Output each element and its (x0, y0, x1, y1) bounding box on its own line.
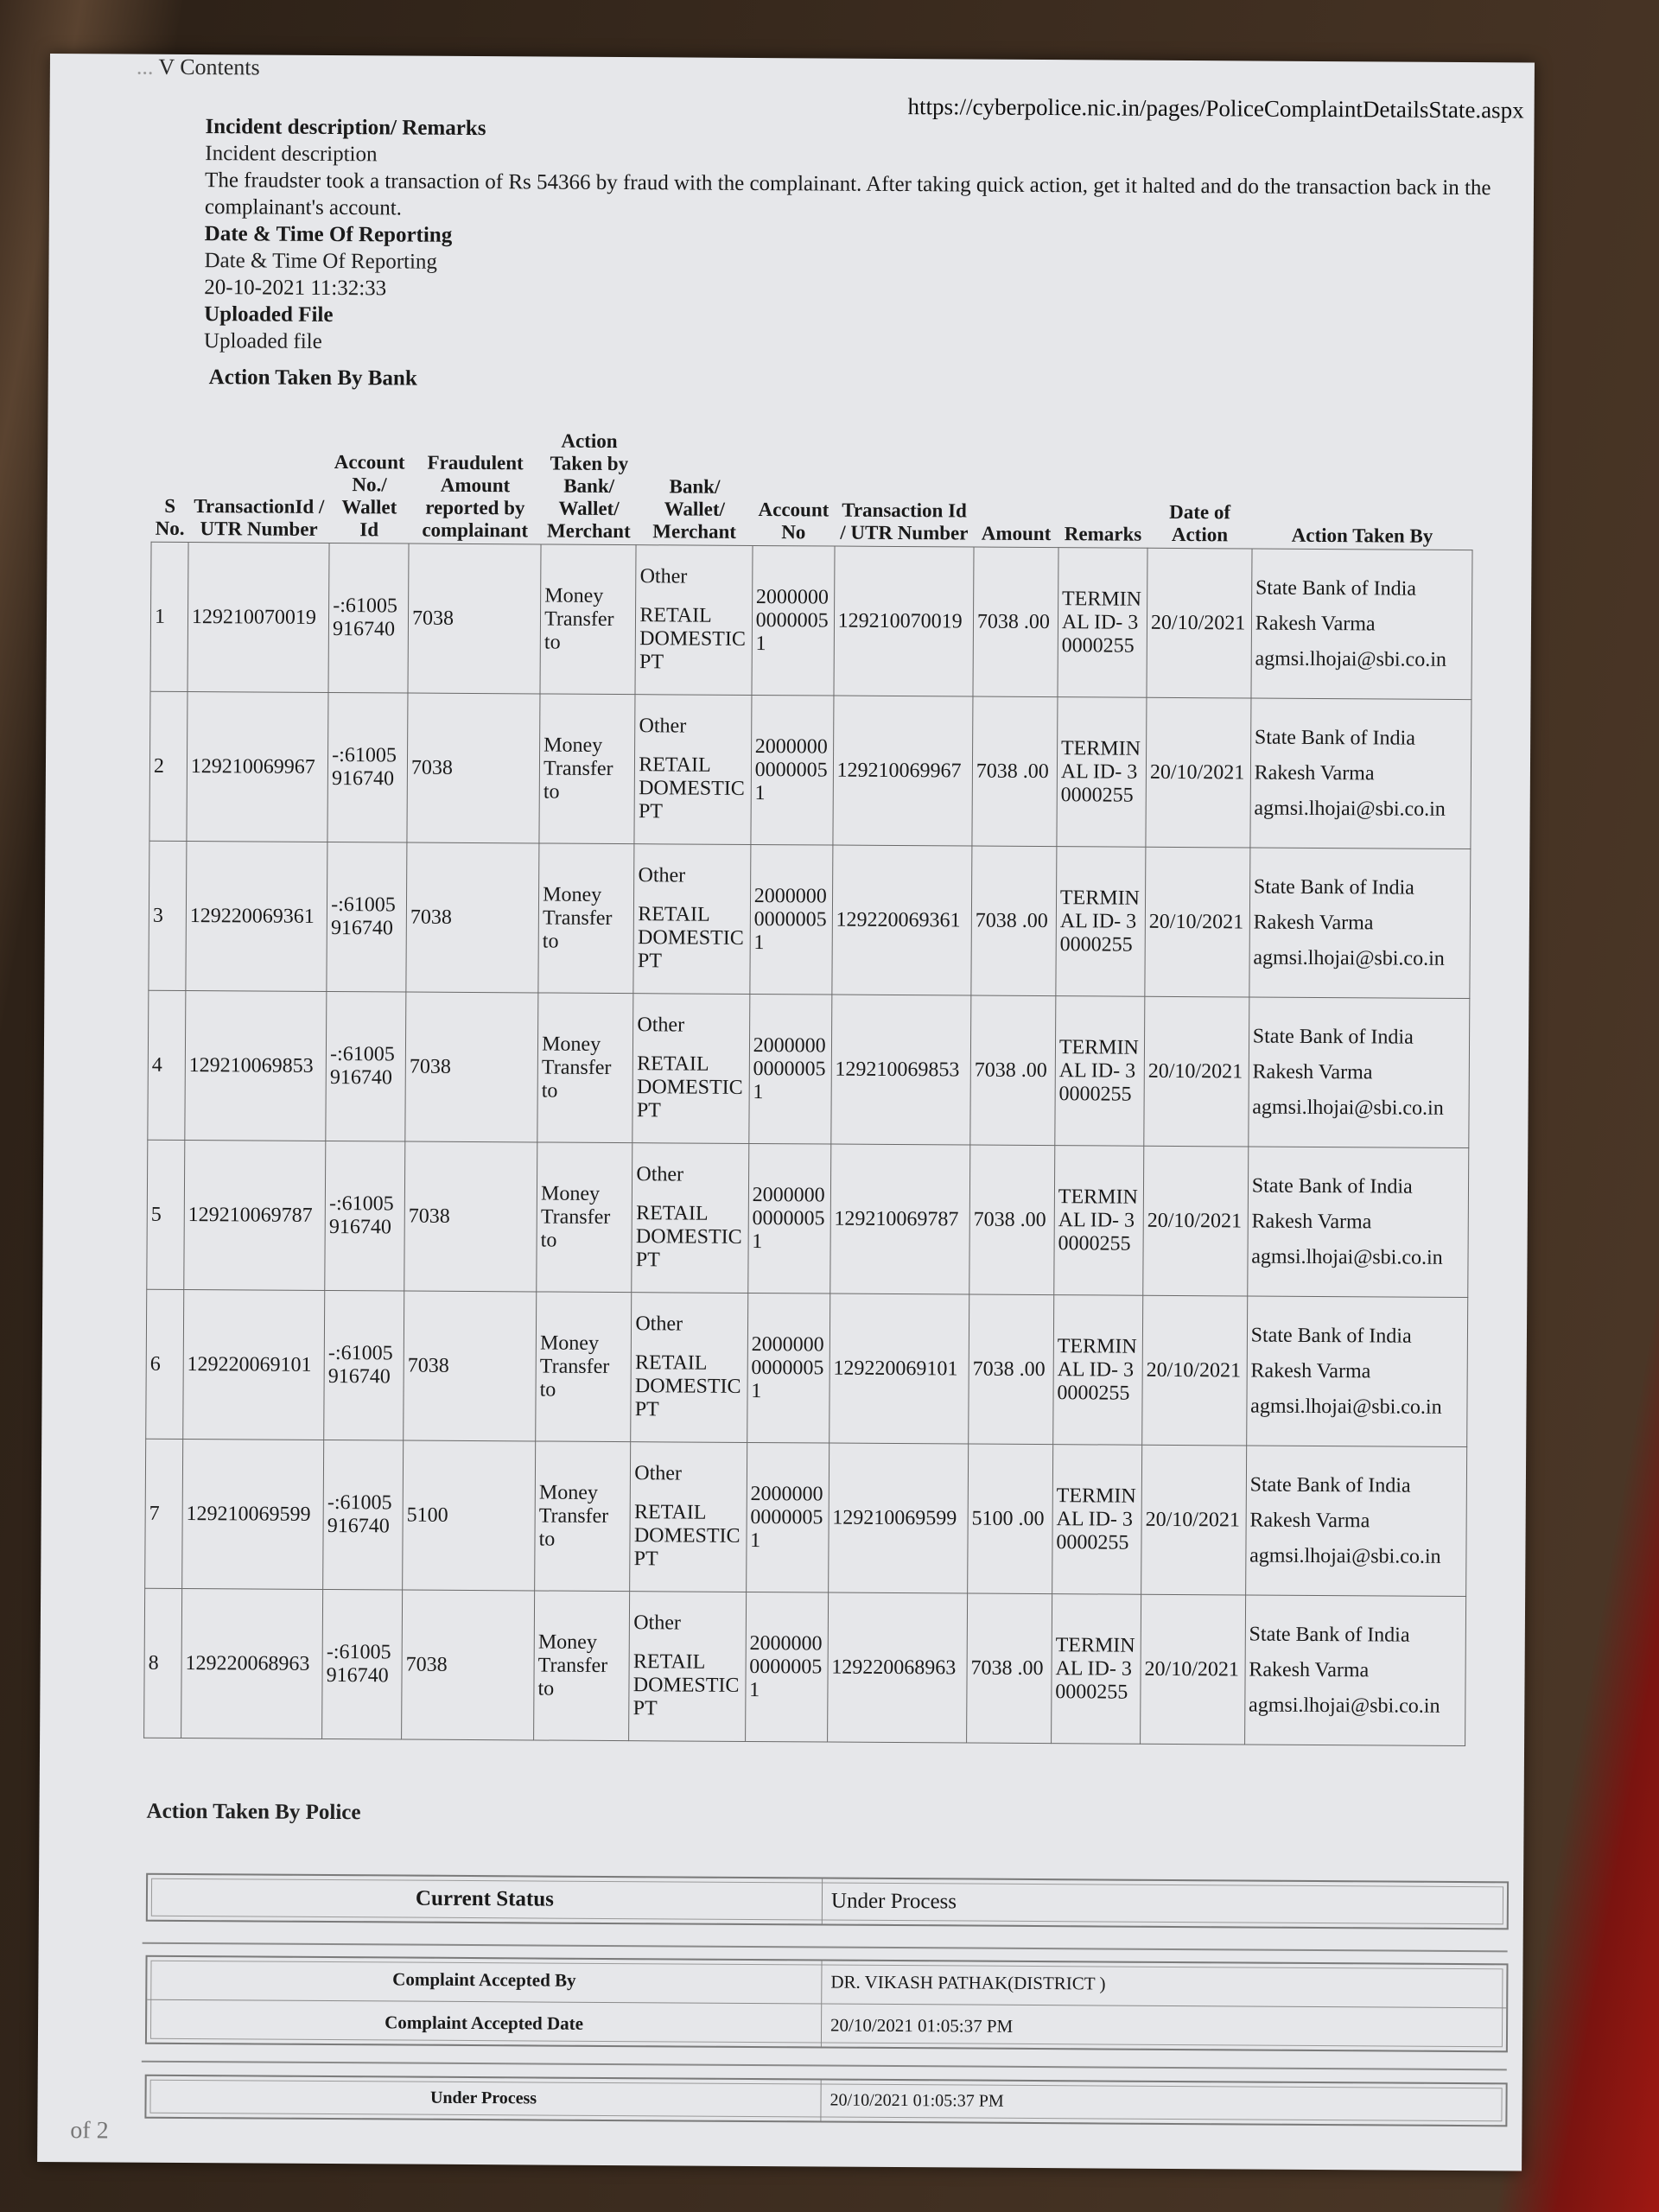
cell-transaction-id-2: 129220068963 (827, 1592, 967, 1743)
cell-fraud-amount: 7038 (406, 842, 539, 993)
cell-remarks: TERMIN AL ID- 3 0000255 (1058, 548, 1147, 698)
bank-category: Other (637, 1014, 685, 1037)
document-page (37, 54, 1535, 2171)
bank-category: Other (635, 1313, 683, 1336)
col-header: TransactionId / UTR Number (194, 495, 325, 540)
bank-category: Other (636, 1163, 684, 1186)
cell-amount: 7038 .00 (970, 995, 1056, 1146)
cell-action-taken-by (1251, 549, 1472, 700)
contents-header (137, 54, 260, 81)
cell-transaction-id-2: 129210069967 (833, 696, 973, 846)
action-by-bank: State Bank of India (1253, 875, 1414, 899)
cell-fraud-amount: 7038 (404, 1291, 537, 1441)
table-row (145, 1439, 1467, 1596)
divider (142, 2061, 1507, 2071)
bank-name: RETAIL DOMESTIC PT (635, 1202, 742, 1272)
cell-action: Money Transfer to (537, 993, 633, 1143)
table-row (147, 1140, 1469, 1297)
col-header: Remarks (1064, 523, 1142, 545)
action-by-name: Rakesh Varma (1249, 1509, 1370, 1532)
cell-amount: 7038 .00 (972, 696, 1058, 847)
cell-sno: 8 (144, 1588, 182, 1738)
bank-name: RETAIL DOMESTIC PT (634, 1351, 741, 1421)
cell-bank (631, 1293, 747, 1443)
bank-section-title: Action Taken By Bank (208, 365, 417, 391)
cell-action: Money Transfer to (535, 1441, 631, 1592)
cell-transaction-id-2: 129210069787 (830, 1144, 969, 1294)
reporting-heading: Date & Time Of Reporting (204, 222, 453, 247)
bank-action-table (143, 426, 1473, 1746)
page-url: https://cyberpolice.nic.in/pages/PoliceComplaintDetailsState.aspx (907, 93, 1524, 124)
cell-action: Money Transfer to (534, 1591, 630, 1741)
history-label: Under Process (146, 2076, 821, 2121)
uploaded-label: Uploaded file (203, 329, 322, 353)
incident-heading: Incident description/ Remarks (205, 115, 486, 141)
action-by-name: Rakesh Varma (1253, 911, 1374, 934)
cell-bank (634, 695, 751, 845)
uploaded-heading: Uploaded File (204, 302, 334, 327)
cell-transaction-id: 129220068963 (181, 1588, 322, 1738)
cell-date: 20/10/2021 (1142, 1295, 1248, 1446)
cell-account: -:61005 916740 (323, 1440, 404, 1590)
cell-transaction-id: 129210069967 (187, 691, 328, 842)
col-header: Action Taken By (1291, 524, 1433, 547)
action-by-name: Rakesh Varma (1251, 1210, 1372, 1233)
cell-sno: 7 (145, 1439, 183, 1588)
bank-category: Other (638, 864, 686, 887)
action-by-bank: State Bank of India (1251, 1174, 1413, 1198)
accepted-by-label: Complaint Accepted By (147, 1957, 822, 2004)
action-by-name: Rakesh Varma (1250, 1359, 1371, 1382)
cell-account: -:61005 916740 (327, 842, 407, 992)
cell-bank (629, 1592, 746, 1742)
cell-transaction-id: 129210069853 (185, 990, 327, 1141)
cell-remarks: TERMIN AL ID- 3 0000255 (1053, 1295, 1143, 1446)
accepted-by-value: DR. VIKASH PATHAK(DISTRICT ) (830, 1971, 1106, 1994)
police-section-title: Action Taken By Police (146, 1799, 361, 1825)
col-header: Account No./ Wallet Id (334, 451, 405, 541)
cell-fraud-amount: 7038 (404, 1141, 537, 1292)
cell-date: 20/10/2021 (1147, 548, 1252, 698)
cell-account-no: 2000000 0000005 1 (750, 844, 833, 995)
cell-fraud-amount: 7038 (408, 543, 541, 694)
cell-transaction-id-2: 129220069361 (832, 845, 972, 995)
bank-category: Other (639, 565, 688, 588)
cell-bank (633, 844, 750, 995)
cell-account-no: 2000000 0000005 1 (749, 994, 832, 1144)
history-value: 20/10/2021 01:05:37 PM (830, 2090, 1004, 2111)
cell-bank (630, 1442, 747, 1592)
cell-sno: 3 (149, 841, 187, 990)
cell-date: 20/10/2021 (1141, 1594, 1246, 1745)
bank-name: RETAIL DOMESTIC PT (636, 1052, 743, 1122)
cell-transaction-id-2: 129210069599 (828, 1443, 968, 1593)
action-by-email: agmsi.lhojai@sbi.co.in (1249, 1544, 1441, 1568)
action-by-bank: State Bank of India (1254, 726, 1415, 750)
cell-sno: 5 (147, 1140, 185, 1289)
reporting-value: 20-10-2021 11:32:33 (204, 276, 387, 301)
cell-action-taken-by (1245, 1446, 1466, 1597)
col-header: Date of Action (1169, 500, 1231, 546)
col-header: Fraudulent Amount reported by complainant (422, 451, 529, 542)
table-row (149, 691, 1471, 849)
cell-date: 20/10/2021 (1144, 996, 1249, 1147)
cell-transaction-id-2: 129210069853 (830, 995, 970, 1145)
action-by-bank: State Bank of India (1249, 1623, 1410, 1647)
table-header-row (151, 426, 1473, 550)
action-by-email: agmsi.lhojai@sbi.co.in (1249, 1694, 1440, 1718)
cell-amount: 5100 .00 (968, 1444, 1053, 1594)
table-row (148, 990, 1470, 1147)
cell-transaction-id: 129220069101 (183, 1289, 325, 1440)
col-header: Amount (981, 522, 1052, 545)
cell-action: Money Transfer to (539, 694, 635, 844)
cell-remarks: TERMIN AL ID- 3 0000255 (1052, 1445, 1142, 1595)
cell-account: -:61005 916740 (322, 1589, 403, 1739)
action-by-bank: State Bank of India (1252, 1025, 1414, 1049)
cell-sno: 6 (146, 1289, 184, 1439)
bank-category: Other (633, 1611, 681, 1635)
cell-action: Money Transfer to (537, 1142, 632, 1293)
bank-name: RETAIL DOMESTIC PT (632, 1650, 740, 1720)
cell-amount: 7038 .00 (971, 846, 1057, 996)
cell-transaction-id: 129220069361 (186, 841, 327, 991)
current-status-label: Current Status (148, 1875, 823, 1924)
cell-account-no: 2000000 0000005 1 (752, 545, 835, 696)
page-number: of 2 (70, 2117, 109, 2145)
cell-amount: 7038 .00 (973, 547, 1058, 697)
cell-amount: 7038 .00 (969, 1145, 1055, 1295)
bank-category: Other (639, 715, 687, 738)
cell-account-no: 2000000 0000005 1 (747, 1143, 830, 1294)
reporting-label: Date & Time Of Reporting (204, 249, 438, 274)
cell-action: Money Transfer to (536, 1292, 632, 1442)
cell-sno: 2 (149, 691, 188, 841)
cell-remarks: TERMIN AL ID- 3 0000255 (1056, 847, 1146, 997)
action-by-email: agmsi.lhojai@sbi.co.in (1251, 1245, 1443, 1269)
cell-transaction-id: 129210069599 (182, 1439, 324, 1589)
cell-date: 20/10/2021 (1145, 847, 1250, 997)
cell-transaction-id-2: 129210070019 (834, 546, 974, 696)
current-status-value: Under Process (830, 1889, 957, 1914)
action-by-bank: State Bank of India (1255, 576, 1417, 601)
cell-fraud-amount: 5100 (403, 1440, 536, 1591)
cell-account-no: 2000000 0000005 1 (746, 1442, 829, 1592)
cell-bank (632, 994, 749, 1144)
action-by-email: agmsi.lhojai@sbi.co.in (1254, 797, 1446, 821)
col-header: Account No (758, 499, 830, 543)
table-row (149, 841, 1471, 998)
cell-fraud-amount: 7038 (407, 693, 540, 843)
action-by-email: agmsi.lhojai@sbi.co.in (1253, 946, 1445, 970)
action-by-name: Rakesh Varma (1252, 1060, 1373, 1084)
cell-date: 20/10/2021 (1143, 1146, 1249, 1296)
cell-date: 20/10/2021 (1146, 697, 1251, 848)
cell-action: Money Transfer to (540, 544, 636, 695)
cell-date: 20/10/2021 (1141, 1445, 1247, 1595)
cell-remarks: TERMIN AL ID- 3 0000255 (1051, 1594, 1141, 1745)
cell-remarks: TERMIN AL ID- 3 0000255 (1054, 1146, 1144, 1296)
table-row (150, 542, 1472, 699)
cell-action-taken-by (1249, 848, 1471, 999)
history-box (144, 2075, 1507, 2127)
bank-category: Other (634, 1462, 683, 1485)
cell-transaction-id-2: 129220069101 (829, 1294, 969, 1444)
cell-action-taken-by (1249, 997, 1470, 1148)
action-by-name: Rakesh Varma (1254, 761, 1375, 785)
table-row (146, 1289, 1468, 1446)
cell-action-taken-by (1250, 698, 1471, 849)
cell-amount: 7038 .00 (969, 1294, 1054, 1445)
bank-name: RETAIL DOMESTIC PT (637, 903, 744, 973)
cell-action-taken-by (1247, 1147, 1468, 1298)
action-by-bank: State Bank of India (1250, 1324, 1412, 1348)
cell-amount: 7038 .00 (966, 1593, 1052, 1744)
cell-remarks: TERMIN AL ID- 3 0000255 (1055, 996, 1145, 1147)
contents-label: V Contents (158, 54, 260, 80)
cell-sno: 4 (148, 990, 186, 1140)
bank-name: RETAIL DOMESTIC PT (639, 604, 746, 674)
cell-sno: 1 (150, 542, 188, 691)
cell-fraud-amount: 7038 (402, 1590, 535, 1740)
cell-account: -:61005 916740 (328, 543, 409, 693)
incident-text: The fraudster took a transaction of Rs 54366 by fraud with the complainant. After taking quick action, get it halted and do the transaction back in the complainant's account. (204, 168, 1491, 220)
col-header: S No. (155, 494, 185, 539)
header-ghost-prefix: ... (136, 54, 154, 79)
bank-name: RETAIL DOMESTIC PT (633, 1501, 741, 1571)
action-by-email: agmsi.lhojai@sbi.co.in (1252, 1096, 1444, 1120)
cell-account: -:61005 916740 (324, 1290, 404, 1440)
cell-account: -:61005 916740 (327, 692, 408, 842)
cell-transaction-id: 129210069787 (184, 1140, 326, 1290)
cell-account-no: 2000000 0000005 1 (751, 695, 834, 845)
acceptance-box (145, 1955, 1509, 2053)
cell-account: -:61005 916740 (325, 1141, 405, 1291)
cell-account-no: 2000000 0000005 1 (745, 1592, 828, 1742)
col-header: Action Taken by Bank/ Wallet/ Merchant (546, 429, 631, 543)
incident-label: Incident description (205, 142, 378, 167)
action-by-bank: State Bank of India (1249, 1473, 1411, 1497)
cell-fraud-amount: 7038 (405, 992, 538, 1142)
cell-action: Money Transfer to (538, 843, 634, 994)
cell-action-taken-by (1246, 1296, 1467, 1447)
accepted-date-label: Complaint Accepted Date (147, 2000, 822, 2047)
cell-action-taken-by (1244, 1595, 1465, 1746)
cell-account-no: 2000000 0000005 1 (747, 1293, 830, 1443)
action-by-name: Rakesh Varma (1255, 612, 1376, 635)
bank-name: RETAIL DOMESTIC PT (638, 753, 745, 823)
divider (143, 1942, 1508, 1953)
cell-remarks: TERMIN AL ID- 3 0000255 (1057, 697, 1147, 848)
col-header: Transaction Id / UTR Number (840, 499, 969, 544)
cell-bank (635, 545, 752, 696)
cell-transaction-id: 129210070019 (188, 542, 329, 692)
action-by-name: Rakesh Varma (1249, 1658, 1370, 1681)
cell-account: -:61005 916740 (326, 991, 406, 1141)
action-by-email: agmsi.lhojai@sbi.co.in (1250, 1395, 1442, 1419)
cell-bank (632, 1143, 748, 1294)
action-by-email: agmsi.lhojai@sbi.co.in (1255, 647, 1446, 671)
incident-section (204, 113, 1502, 362)
table-row (144, 1588, 1466, 1745)
current-status-box (146, 1873, 1509, 1930)
col-header: Bank/ Wallet/ Merchant (652, 475, 737, 543)
accepted-date-value: 20/10/2021 01:05:37 PM (830, 2014, 1014, 2037)
